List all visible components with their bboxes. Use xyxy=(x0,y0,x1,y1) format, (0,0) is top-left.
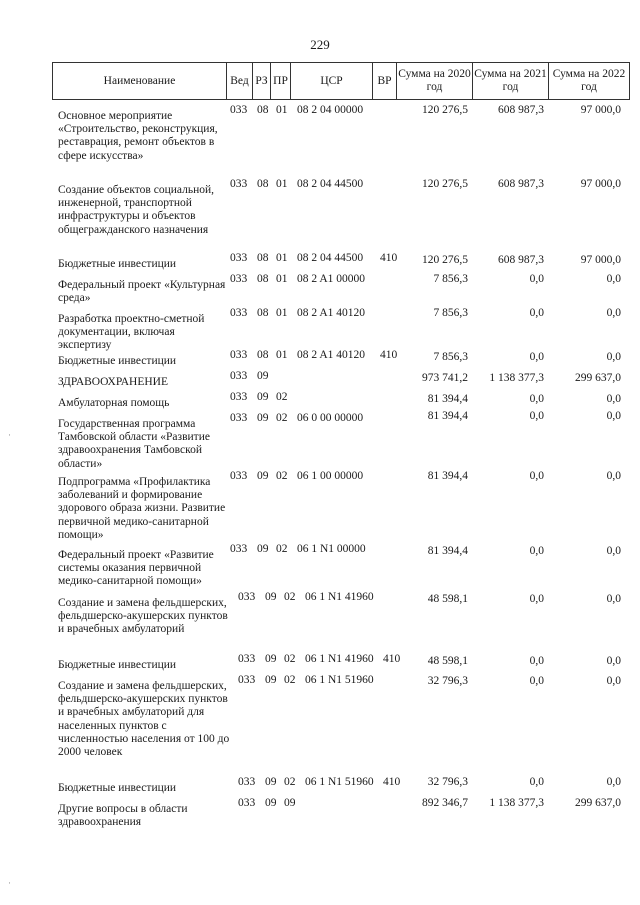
row-s2020: 32 796,3 xyxy=(427,776,468,788)
margin-dot: · xyxy=(8,878,11,888)
row-pr: 01 xyxy=(276,104,288,116)
row-vr: 410 xyxy=(380,252,398,264)
row-rz: 09 xyxy=(257,370,269,382)
row-s2022: 0,0 xyxy=(606,307,621,319)
row-rz: 09 xyxy=(265,591,277,603)
row-pr: 02 xyxy=(276,543,288,555)
row-ved: 033 xyxy=(230,307,248,319)
row-s2021: 0,0 xyxy=(529,655,544,667)
row-pr: 01 xyxy=(276,307,288,319)
row-s2020: 120 276,5 xyxy=(422,178,468,190)
row-csr: 06 1 N1 51960 xyxy=(305,674,374,686)
row-ved: 033 xyxy=(238,674,256,686)
row-s2021: 0,0 xyxy=(529,393,544,405)
row-s2022: 0,0 xyxy=(606,351,621,363)
row-rz: 09 xyxy=(265,653,277,665)
row-rz: 09 xyxy=(257,391,269,403)
header-csr: ЦСР xyxy=(290,63,372,99)
row-ved: 033 xyxy=(238,653,256,665)
row-name: Бюджетные инвестиции xyxy=(58,355,177,367)
row-name: Создание и замена фельдшерских, фельдшерско-акушерских пунктов и врачебных амбулаторий для населенных пунктов с численностью населения от 100 до 2000 человек xyxy=(58,680,230,759)
row-s2021: 608 987,3 xyxy=(498,178,544,190)
row-pr: 01 xyxy=(276,349,288,361)
header-name: Наименование xyxy=(52,63,226,99)
row-s2022: 0,0 xyxy=(606,410,621,422)
row-csr: 06 1 N1 41960 xyxy=(305,653,374,665)
row-pr: 09 xyxy=(284,797,296,809)
row-vr: 410 xyxy=(383,653,401,665)
row-name: Бюджетные инвестиции xyxy=(58,258,177,270)
row-ved: 033 xyxy=(238,797,256,809)
row-s2020: 7 856,3 xyxy=(433,273,468,285)
row-rz: 08 xyxy=(257,273,269,285)
row-csr: 06 1 N1 51960 xyxy=(305,776,374,788)
row-pr: 02 xyxy=(276,470,288,482)
row-csr: 08 2 04 00000 xyxy=(297,104,364,116)
row-pr: 02 xyxy=(276,391,288,403)
row-name: Федеральный проект «Культурная среда» xyxy=(58,279,226,305)
row-s2022: 299 637,0 xyxy=(575,372,621,384)
row-pr: 02 xyxy=(276,412,288,424)
row-ved: 033 xyxy=(238,776,256,788)
row-pr: 02 xyxy=(284,674,296,686)
row-name: Другие вопросы в области здравоохранения xyxy=(58,803,188,829)
row-pr: 02 xyxy=(284,591,296,603)
row-s2022: 0,0 xyxy=(606,593,621,605)
row-csr: 06 1 00 00000 xyxy=(297,470,364,482)
row-s2021: 0,0 xyxy=(529,675,544,687)
row-s2021: 0,0 xyxy=(529,273,544,285)
row-s2020: 81 394,4 xyxy=(427,470,468,482)
row-csr: 08 2 A1 40120 xyxy=(297,349,366,361)
row-csr: 08 2 04 44500 xyxy=(297,252,364,264)
row-s2022: 97 000,0 xyxy=(580,104,621,116)
row-s2022: 299 637,0 xyxy=(575,797,621,809)
row-rz: 09 xyxy=(265,776,277,788)
row-s2021: 1 138 377,3 xyxy=(489,797,544,809)
row-ved: 033 xyxy=(230,391,248,403)
row-s2022: 0,0 xyxy=(606,545,621,557)
row-name: ЗДРАВООХРАНЕНИЕ xyxy=(58,376,169,388)
row-name: Разработка проектно-сметной документации, включая экспертизу xyxy=(58,313,205,352)
row-rz: 09 xyxy=(257,543,269,555)
row-csr: 08 2 A1 40120 xyxy=(297,307,366,319)
row-s2020: 32 796,3 xyxy=(427,675,468,687)
row-s2022: 0,0 xyxy=(606,675,621,687)
row-pr: 01 xyxy=(276,252,288,264)
row-name: Бюджетные инвестиции xyxy=(58,782,177,794)
row-name: Основное мероприятие «Строительство, реконструкция, реставрация, ремонт объектов в сфере искусства» xyxy=(58,110,218,162)
row-ved: 033 xyxy=(230,273,248,285)
row-name: Бюджетные инвестиции xyxy=(58,659,177,671)
row-ved: 033 xyxy=(230,178,248,190)
row-ved: 033 xyxy=(230,349,248,361)
row-s2021: 0,0 xyxy=(529,410,544,422)
row-s2020: 120 276,5 xyxy=(422,254,468,266)
row-s2021: 0,0 xyxy=(529,776,544,788)
row-s2022: 97 000,0 xyxy=(580,178,621,190)
row-rz: 09 xyxy=(265,674,277,686)
row-pr: 02 xyxy=(284,776,296,788)
row-s2020: 81 394,4 xyxy=(427,393,468,405)
row-s2020: 892 346,7 xyxy=(422,797,468,809)
page-number: 229 xyxy=(310,37,330,52)
row-s2020: 120 276,5 xyxy=(422,104,468,116)
row-s2022: 0,0 xyxy=(606,655,621,667)
row-s2020: 81 394,4 xyxy=(427,545,468,557)
row-s2020: 973 741,2 xyxy=(422,372,468,384)
row-rz: 08 xyxy=(257,307,269,319)
row-csr: 06 1 N1 00000 xyxy=(297,543,366,555)
row-rz: 08 xyxy=(257,252,269,264)
row-s2021: 608 987,3 xyxy=(498,104,544,116)
row-s2021: 0,0 xyxy=(529,593,544,605)
row-rz: 08 xyxy=(257,104,269,116)
row-ved: 033 xyxy=(230,104,248,116)
row-s2022: 0,0 xyxy=(606,470,621,482)
header-pr: ПР xyxy=(270,63,290,99)
header-sum-2022: Сумма на 2022 год xyxy=(548,63,630,99)
row-s2022: 0,0 xyxy=(606,273,621,285)
row-name: Создание и замена фельдшерских, фельдшерско-акушерских пунктов и врачебных амбулаторий xyxy=(58,597,228,636)
row-ved: 033 xyxy=(230,370,248,382)
row-name: Амбулаторная помощь xyxy=(58,397,170,409)
row-ved: 033 xyxy=(230,470,248,482)
row-pr: 01 xyxy=(276,273,288,285)
header-sum-2020: Сумма на 2020 год xyxy=(396,63,472,99)
row-s2020: 48 598,1 xyxy=(427,593,468,605)
row-ved: 033 xyxy=(230,412,248,424)
row-pr: 01 xyxy=(276,178,288,190)
row-csr: 06 1 N1 41960 xyxy=(305,591,374,603)
row-s2020: 7 856,3 xyxy=(433,307,468,319)
header-ved: Вед xyxy=(226,63,252,99)
margin-dot: · xyxy=(8,430,11,440)
row-s2021: 0,0 xyxy=(529,351,544,363)
row-vr: 410 xyxy=(383,776,401,788)
header-vr: ВР xyxy=(372,63,396,99)
row-ved: 033 xyxy=(230,252,248,264)
row-s2020: 48 598,1 xyxy=(427,655,468,667)
row-s2021: 1 138 377,3 xyxy=(489,372,544,384)
header-sum-2021: Сумма на 2021 год xyxy=(472,63,548,99)
row-ved: 033 xyxy=(230,543,248,555)
row-s2021: 0,0 xyxy=(529,470,544,482)
row-s2020: 81 394,4 xyxy=(427,410,468,422)
header-rz: РЗ xyxy=(252,63,270,99)
row-rz: 09 xyxy=(257,412,269,424)
row-s2021: 0,0 xyxy=(529,545,544,557)
row-name: Федеральный проект «Развитие системы оказания первичной медико-санитарной помощи» xyxy=(58,549,214,588)
row-csr: 08 2 A1 00000 xyxy=(297,273,366,285)
row-ved: 033 xyxy=(238,591,256,603)
row-name: Государственная программа Тамбовской области «Развитие здравоохранения Тамбовской области» xyxy=(58,418,210,470)
row-s2022: 97 000,0 xyxy=(580,254,621,266)
row-vr: 410 xyxy=(380,349,398,361)
row-rz: 08 xyxy=(257,349,269,361)
row-pr: 02 xyxy=(284,653,296,665)
row-csr: 06 0 00 00000 xyxy=(297,412,364,424)
row-rz: 09 xyxy=(257,470,269,482)
row-s2020: 7 856,3 xyxy=(433,351,468,363)
row-rz: 09 xyxy=(265,797,277,809)
row-csr: 08 2 04 44500 xyxy=(297,178,364,190)
row-name: Создание объектов социальной, инженерной, транспортной инфраструктуры и объектов общегражданского назначения xyxy=(58,184,215,236)
row-s2021: 0,0 xyxy=(529,307,544,319)
row-name: Подпрограмма «Профилактика заболеваний и формирование здорового образа жизни. Развитие первичной медико-санитарной помощи» xyxy=(58,476,226,541)
row-s2021: 608 987,3 xyxy=(498,254,544,266)
row-rz: 08 xyxy=(257,178,269,190)
row-s2022: 0,0 xyxy=(606,776,621,788)
row-s2022: 0,0 xyxy=(606,393,621,405)
